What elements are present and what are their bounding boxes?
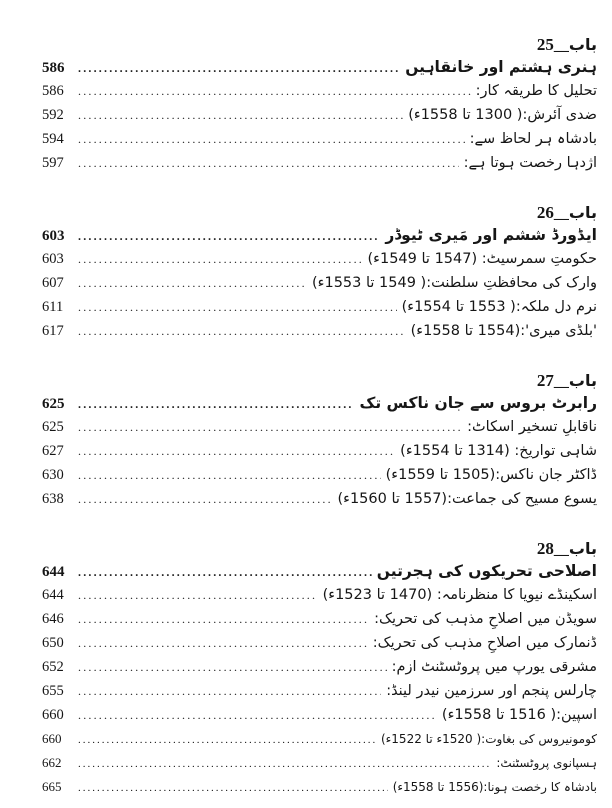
entry-title: کومونیروس کی بغاوت:( 1520ء تا 1522ء) [380, 732, 597, 746]
chapter-title: ہنری ہشتم اور خانقاہیں [405, 58, 597, 76]
entry-title: حکومتِ سمرسیٹ: (1547 تا 1549ء) [367, 251, 597, 267]
page-number: 655 [42, 683, 64, 699]
toc-entry-row [42, 779, 597, 803]
toc-entry-row [42, 491, 597, 515]
page-number: 665 [42, 779, 62, 794]
page-number: 625 [42, 419, 64, 435]
chapter-number: 28 [536, 539, 554, 558]
chapter-section [42, 368, 597, 515]
entry-title: نرم دل ملکہ:( 1553 تا 1554ء) [401, 299, 597, 315]
toc-entry-row [42, 707, 597, 731]
dotted-leader [78, 468, 381, 483]
toc-entry-row [42, 155, 597, 179]
dotted-leader [78, 708, 437, 723]
dotted-leader [78, 420, 462, 435]
entry-title: اژدہا رخصت ہوتا ہے: [463, 155, 597, 171]
entry-title: ہسپانوی پروٹسٹنٹ: [496, 756, 597, 770]
chapter-section [42, 536, 597, 803]
page-number: 644 [42, 564, 65, 580]
chapter-separator: __ [553, 374, 569, 390]
chapter-section [42, 32, 597, 179]
entry-title: ڈاکٹر جان ناکس:(1505 تا 1559ء) [385, 467, 597, 483]
page-number: 617 [42, 323, 64, 339]
chapter-section [42, 200, 597, 347]
toc-entry-row [42, 635, 597, 659]
page-number: 660 [42, 731, 62, 746]
chapter-heading [42, 200, 597, 226]
page-number: 611 [42, 299, 64, 315]
entry-title: مشرقی یورپ میں پروٹسٹنٹ ازم: [391, 659, 597, 675]
toc-entry-row [42, 107, 597, 131]
dotted-leader [78, 588, 318, 603]
page-number: 625 [42, 396, 65, 412]
page-number: 594 [42, 131, 64, 147]
chapter-separator: __ [553, 206, 569, 222]
toc-entry-row [42, 683, 597, 707]
chapter-number: 26 [536, 203, 554, 222]
page-number: 627 [42, 443, 64, 459]
entry-title: بادشاہ کا رخصت ہونا:(1556 تا 1558ء) [392, 780, 597, 794]
entry-title: سویڈن میں اصلاحِ مذہب کی تحریک: [374, 611, 597, 627]
dotted-leader [78, 132, 465, 147]
entry-title: چارلس پنجم اور سرزمین نیدر لینڈ: [386, 683, 597, 699]
chapter-number: 27 [536, 371, 554, 390]
page-number: 662 [42, 755, 62, 770]
dotted-leader [78, 782, 388, 794]
dotted-leader [78, 565, 372, 580]
entry-title: 'بلڈی میری':(1554 تا 1558ء) [410, 323, 597, 339]
toc-entry-row [42, 587, 597, 611]
toc-entry-row [42, 299, 597, 323]
dotted-leader [78, 758, 491, 770]
chapter-word: باب [568, 203, 597, 222]
chapter-title: اصلاحی تحریکوں کی ہجرتیں [376, 562, 597, 580]
chapter-word: باب [568, 539, 597, 558]
dotted-leader [78, 156, 459, 171]
page-number: 646 [42, 611, 64, 627]
page-number: 650 [42, 635, 64, 651]
dotted-leader [78, 324, 406, 339]
toc-chapters [42, 32, 597, 803]
chapter-number: 25 [536, 35, 554, 54]
entry-title: ضدی آئرش:( 1300 تا 1558ء) [408, 107, 597, 123]
chapter-word: باب [568, 371, 597, 390]
toc-entry-row [42, 611, 597, 635]
chapter-heading [42, 32, 597, 58]
page-number: 586 [42, 83, 64, 99]
page-number: 592 [42, 107, 64, 123]
entry-title: تحلیل کا طریقہ کار: [475, 83, 597, 99]
toc-entry-row [42, 419, 597, 443]
dotted-leader [78, 252, 363, 267]
page-number: 586 [42, 60, 65, 76]
entry-title: یسوع مسیح کی جماعت:(1557 تا 1560ء) [337, 491, 597, 507]
dotted-leader [78, 84, 471, 99]
entry-title: بادشاہ ہر لحاظ سے: [469, 131, 597, 147]
chapter-heading [42, 536, 597, 562]
page-number: 652 [42, 659, 64, 675]
dotted-leader [78, 61, 400, 76]
dotted-leader [78, 444, 395, 459]
page-number: 660 [42, 707, 64, 723]
entry-title: اسکینڈے نیویا کا منظرنامہ: (1470 تا 1523ء) [322, 587, 597, 603]
toc-entry-row [42, 731, 597, 755]
dotted-leader [78, 636, 368, 651]
chapter-title-row [42, 394, 597, 419]
page-number: 638 [42, 491, 64, 507]
page-number: 603 [42, 228, 65, 244]
page-number: 597 [42, 155, 64, 171]
chapter-entries [42, 83, 597, 179]
dotted-leader [78, 276, 307, 291]
toc-entry-row [42, 323, 597, 347]
toc-entry-row [42, 755, 597, 779]
chapter-title-row [42, 58, 597, 83]
dotted-leader [78, 612, 369, 627]
page-number: 607 [42, 275, 64, 291]
chapter-heading [42, 368, 597, 394]
entry-title: ناقابلِ تسخیر اسکاٹ: [467, 419, 597, 435]
toc-entry-row [42, 659, 597, 683]
toc-entry-row [42, 251, 597, 275]
dotted-leader [78, 684, 381, 699]
dotted-leader [78, 492, 332, 507]
dotted-leader [78, 397, 354, 412]
page-number: 644 [42, 587, 64, 603]
toc-entry-row [42, 131, 597, 155]
page-number: 630 [42, 467, 64, 483]
chapter-title: ایڈورڈ ششم اور مَیری ٹیوڈر [385, 226, 597, 244]
page-number: 603 [42, 251, 64, 267]
chapter-entries [42, 419, 597, 515]
entry-title: وارک کی محافظتِ سلطنت:( 1549 تا 1553ء) [311, 275, 597, 291]
chapter-title-row [42, 226, 597, 251]
toc-entry-row [42, 83, 597, 107]
chapter-entries [42, 251, 597, 347]
dotted-leader [78, 108, 403, 123]
chapter-separator: __ [553, 542, 569, 558]
toc-entry-row [42, 467, 597, 491]
dotted-leader [78, 734, 376, 746]
toc-entry-row [42, 275, 597, 299]
dotted-leader [78, 300, 397, 315]
chapter-entries [42, 587, 597, 803]
entry-title: شاہی تواریخ: (1314 تا 1554ء) [400, 443, 597, 459]
chapter-word: باب [568, 35, 597, 54]
dotted-leader [78, 229, 380, 244]
toc-entry-row [42, 443, 597, 467]
chapter-separator: __ [553, 38, 569, 54]
chapter-title-row [42, 562, 597, 587]
chapter-title: رابرٹ بروس سے جان ناکس تک [359, 394, 597, 412]
dotted-leader [78, 660, 387, 675]
entry-title: ڈنمارک میں اصلاحِ مذہب کی تحریک: [372, 635, 597, 651]
entry-title: اسپین:( 1516 تا 1558ء) [441, 707, 597, 723]
